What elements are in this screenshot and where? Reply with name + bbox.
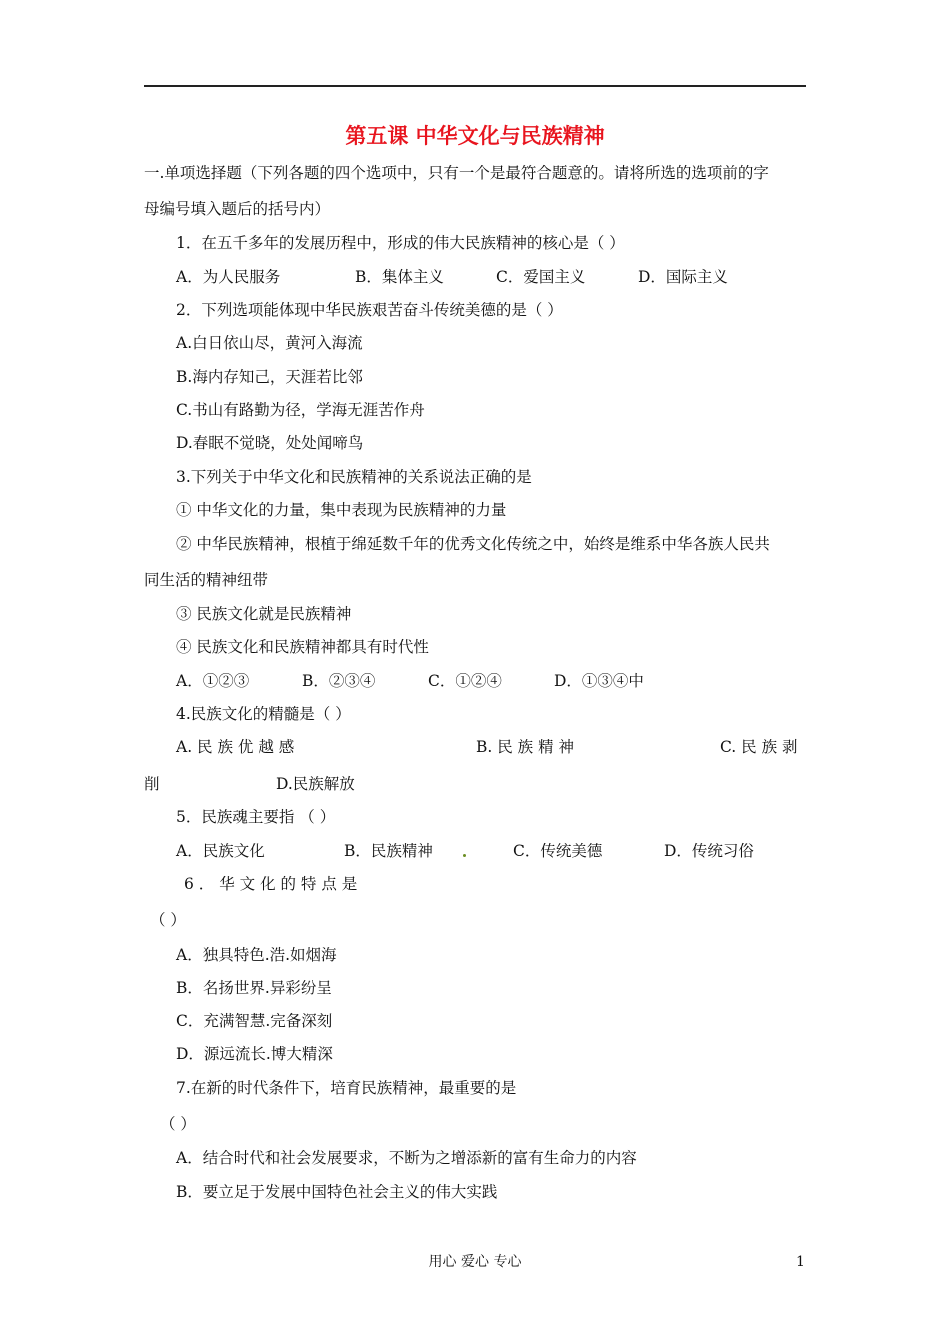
stray-mark (463, 854, 466, 857)
question-3-statement-4: ④ 民族文化和民族精神都具有时代性 (176, 638, 429, 656)
question-2-option-b: B.海内存知己，天涯若比邻 (176, 368, 363, 386)
question-3-statement-2: ② 中华民族精神，根植于绵延数千年的优秀文化传统之中，始终是维系中华各族人民共 (176, 535, 770, 553)
question-2-stem: 2．下列选项能体现中华民族艰苦奋斗传统美德的是（ ） (176, 301, 563, 319)
page-footer: 用心 爱心 专心 (428, 1254, 522, 1270)
question-3-statement-3: ③ 民族文化就是民族精神 (176, 605, 352, 623)
question-5-option-c: C．传统美德 (513, 842, 603, 860)
question-1-option-a: A．为人民服务 (176, 268, 281, 286)
question-5-option-b: B．民族精神 (344, 842, 433, 860)
section-instructions-line1: 一.单项选择题（下列各题的四个选项中，只有一个是最符合题意的。请将所选的选项前的字 (144, 164, 769, 182)
question-2-option-d: D.春眠不觉晓，处处闻啼鸟 (176, 434, 364, 452)
question-1-option-b: B．集体主义 (355, 268, 444, 286)
question-3-option-d: D．①③④中 (554, 672, 644, 690)
question-1-stem: 1．在五千多年的发展历程中，形成的伟大民族精神的核心是（ ） (176, 234, 625, 252)
page-number: 1 (796, 1254, 805, 1270)
question-3-option-b: B．②③④ (302, 672, 376, 690)
question-3-option-c: C．①②④ (428, 672, 502, 690)
question-2-option-a: A.白日依山尽，黄河入海流 (176, 334, 363, 352)
page-title: 第五课 中华文化与民族精神 (345, 123, 605, 148)
question-1-option-d: D．国际主义 (638, 268, 728, 286)
question-3-statement-2-cont: 同生活的精神纽带 (144, 571, 269, 589)
question-7-option-b: B．要立足于发展中国特色社会主义的伟大实践 (176, 1183, 498, 1201)
question-7-option-a: A．结合时代和社会发展要求，不断为之增添新的富有生命力的内容 (176, 1149, 637, 1167)
question-6-option-b: B．名扬世界.异彩纷呈 (176, 979, 332, 997)
question-2-option-c: C.书山有路勤为径，学海无涯苦作舟 (176, 401, 425, 419)
question-3-option-a: A．①②③ (176, 672, 250, 690)
question-6-option-c: C．充满智慧.完备深刻 (176, 1012, 333, 1030)
header-rule (144, 85, 806, 87)
question-6-option-a: A．独具特色.浩.如烟海 (176, 946, 337, 964)
question-6-stem: 6 ． 华 文 化 的 特 点 是 (184, 875, 358, 893)
question-4-stem: 4.民族文化的精髓是（ ） (176, 705, 351, 723)
question-6-answer-paren: （ ） (150, 911, 186, 929)
question-7-stem: 7.在新的时代条件下，培育民族精神，最重要的是 (176, 1079, 517, 1097)
section-instructions-line2: 母编号填入题后的括号内） (144, 200, 331, 218)
question-4-option-d: D.民族解放 (276, 775, 355, 793)
question-3-statement-1: ① 中华文化的力量，集中表现为民族精神的力量 (176, 501, 507, 519)
question-4-option-c-cont: 削 (144, 775, 160, 793)
question-4-option-b: B. 民 族 精 神 (476, 738, 575, 756)
question-1-option-c: C．爱国主义 (496, 268, 586, 286)
question-5-option-a: A．民族文化 (176, 842, 265, 860)
question-7-answer-paren: （ ） (160, 1115, 196, 1133)
question-4-option-c: C. 民 族 剥 (720, 738, 798, 756)
question-3-stem: 3.下列关于中华文化和民族精神的关系说法正确的是 (176, 468, 532, 486)
question-5-stem: 5．民族魂主要指 （ ） (176, 808, 336, 826)
question-6-option-d: D．源远流长.博大精深 (176, 1045, 333, 1063)
question-4-option-a: A. 民 族 优 越 感 (176, 738, 295, 756)
question-5-option-d: D．传统习俗 (664, 842, 754, 860)
